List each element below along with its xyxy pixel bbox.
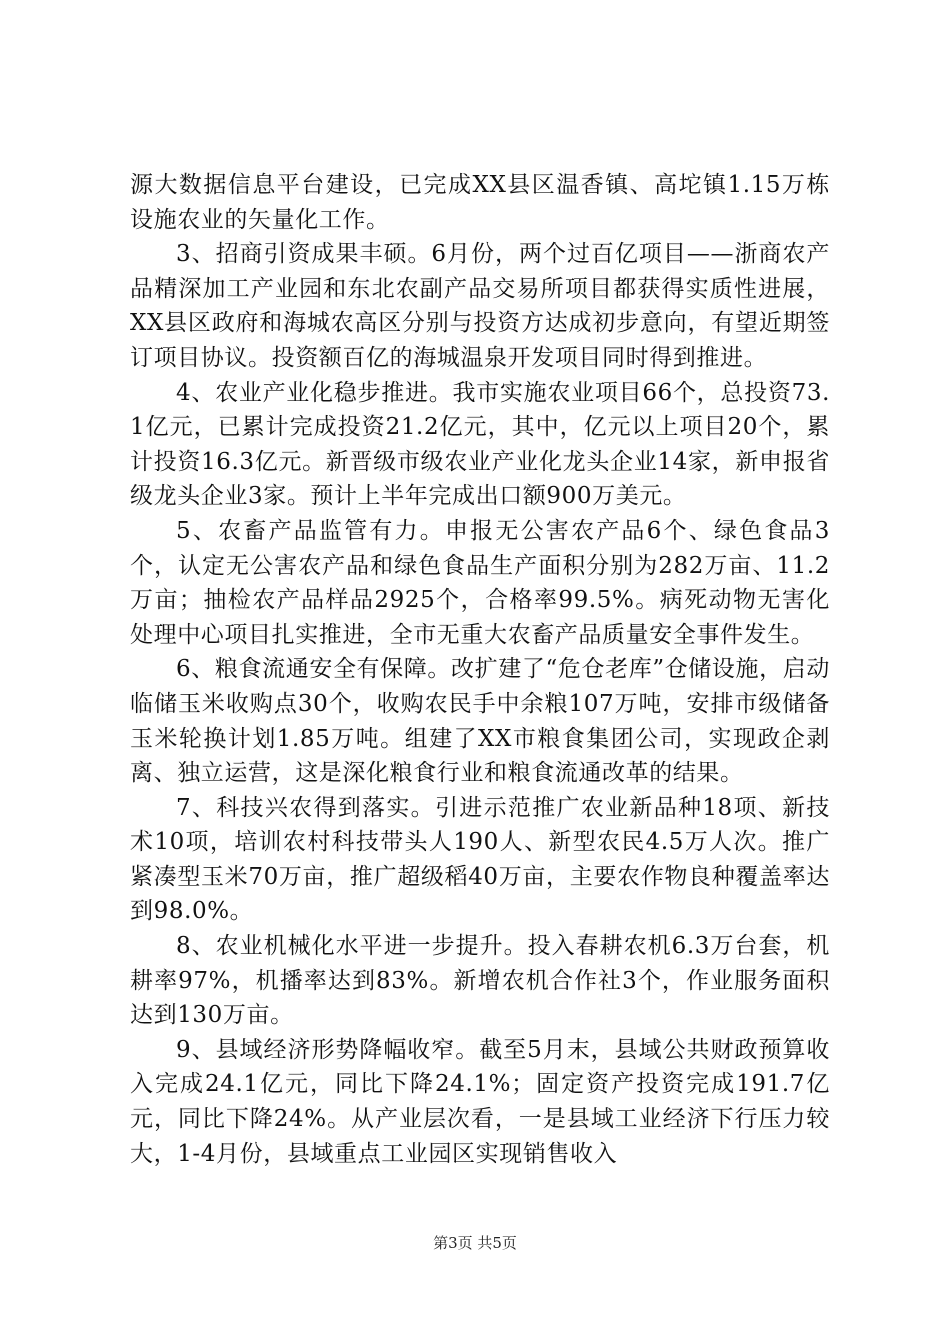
paragraph-mechanization: 8、农业机械化水平进一步提升。投入春耕农机6.3万台套，机耕率97%，机播率达到83%。新增农机合作社3个，作业服务面积达到130万亩。: [130, 933, 830, 1029]
paragraph-investment: 3、招商引资成果丰硕。6月份，两个过百亿项目——浙商农产品精深加工产业园和东北农副产品交易所项目都获得实质性进展，XX县区政府和海城农高区分别与投资方达成初步意向，有望近期签订项目协议。投资额百亿的海城温泉开发项目同时得到推进。: [130, 241, 830, 371]
paragraph-county-economy: 9、县域经济形势降幅收窄。截至5月末，县域公共财政预算收入完成24.1亿元，同比下降24.1%；固定资产投资完成191.7亿元，同比下降24%。从产业层次看，一是县域工业经济下行压力较大，1-4月份，县域重点工业园区实现销售收入: [130, 1036, 830, 1167]
paragraph-continuation: 源大数据信息平台建设，已完成XX县区温香镇、高坨镇1.15万栋设施农业的矢量化工作。: [130, 172, 830, 233]
page-footer: 第3页 共5页: [433, 1234, 517, 1252]
paragraph-product-supervision: 5、农畜产品监管有力。申报无公害农产品6个、绿色食品3个，认定无公害农产品和绿色食品生产面积分别为282万亩、11.2万亩；抽检农产品样品2925个，合格率99.5%。病死动物无害化处理中心项目扎实推进，全市无重大农畜产品质量安全事件发生。: [130, 517, 830, 648]
paragraph-technology: 7、科技兴农得到落实。引进示范推广农业新品种18项、新技术10项，培训农村科技带头人190人、新型农民4.5万人次。推广紧凑型玉米70万亩，推广超级稻40万亩，主要农作物良种覆盖率达到98.0%。: [130, 794, 830, 925]
paragraph-grain-circulation: 6、粮食流通安全有保障。改扩建了“危仓老库”仓储设施，启动临储玉米收购点30个，收购农民手中余粮107万吨，安排市级储备玉米轮换计划1.85万吨。组建了XX市粮食集团公司，实现政企剥离、独立运营，这是深化粮食行业和粮食流通改革的结果。: [130, 656, 830, 787]
paragraph-industrialization: 4、农业产业化稳步推进。我市实施农业项目66个，总投资73.1亿元，已累计完成投资21.2亿元，其中，亿元以上项目20个，累计投资16.3亿元。新晋级市级农业产业化龙头企业14家，新申报省级龙头企业3家。预计上半年完成出口额900万美元。: [130, 379, 830, 510]
document-body: [130, 168, 830, 1171]
